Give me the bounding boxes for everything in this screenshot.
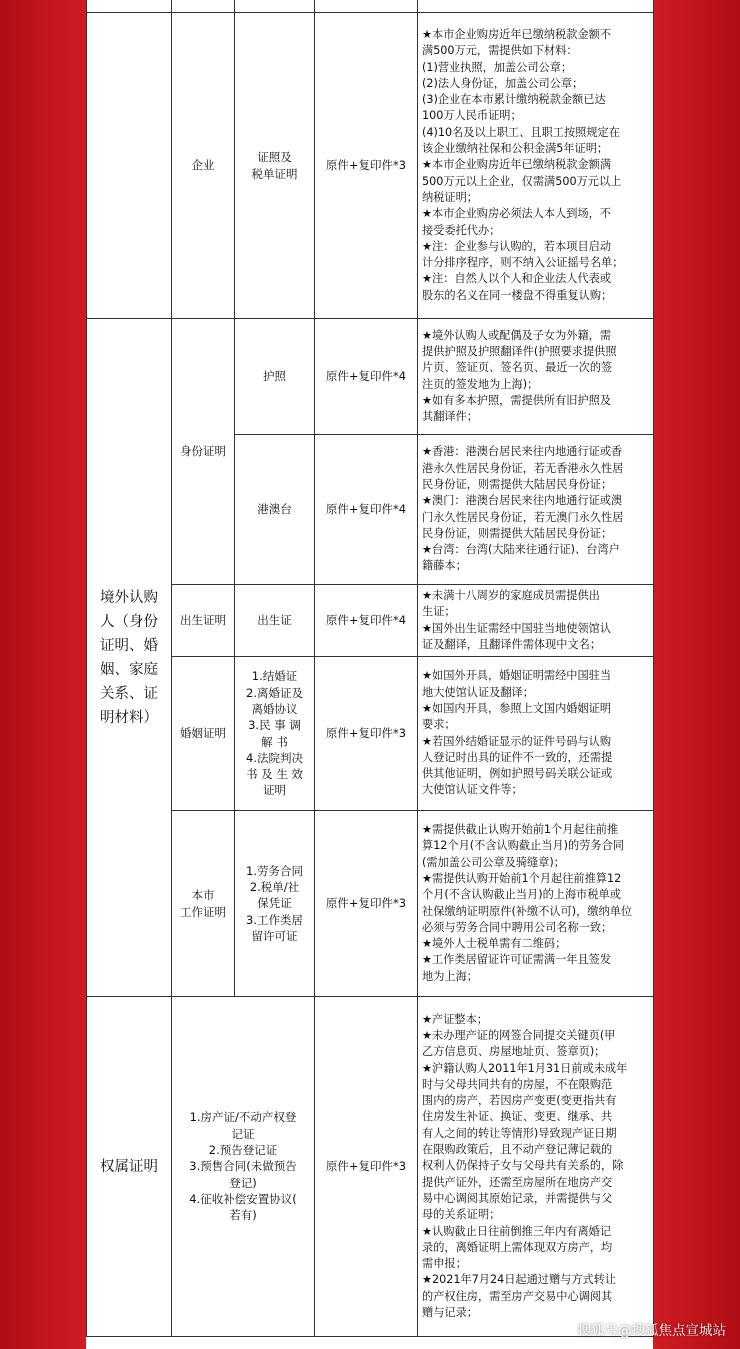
cell-line: 姻、家庭 bbox=[100, 661, 158, 678]
item-cell bbox=[235, 811, 315, 997]
cell-line: 境外认购 bbox=[100, 589, 158, 606]
cell-line: 门永久性居民身份证，若无澳门永久性居 bbox=[422, 510, 624, 524]
cell-line: ★工作类居留证许可证需满一年且签发 bbox=[422, 953, 612, 967]
cell-line: 1.劳务合同 bbox=[246, 863, 303, 878]
cell-line: ★如有多本护照，需提供所有旧护照及 bbox=[422, 393, 612, 407]
cell-line: 易中心调阅其原始记录，并需提供与父 bbox=[422, 1191, 613, 1205]
copies-cell: 原件+复印件*4 bbox=[315, 319, 418, 435]
cell-line: 人登记时出具的证件不一致的，还需提 bbox=[422, 750, 613, 764]
cell-line: 要求； bbox=[422, 718, 456, 732]
cell-line: 围内的房产，若因房产变更(变更指共有 bbox=[422, 1094, 617, 1108]
cell-line: ★境外认购人或配偶及子女为外籍，需 bbox=[422, 328, 612, 342]
left-red-margin bbox=[0, 0, 86, 1349]
category-cell bbox=[87, 13, 172, 319]
cell-line: 关系、证 bbox=[100, 685, 158, 702]
table-row bbox=[87, 811, 654, 997]
notes-cell bbox=[418, 435, 654, 585]
notes-cell bbox=[418, 997, 654, 1337]
cell-line: ★需提供截止认购开始前1个月起往前推 bbox=[422, 823, 619, 837]
subcategory-cell bbox=[172, 811, 235, 997]
cell-line: (4)10名及以上职工、且职工按照规定在 bbox=[422, 125, 620, 139]
cell-line: ★境外人士税单需有二维码； bbox=[422, 937, 567, 951]
copies-cell: 原件+复印件*4 bbox=[315, 585, 418, 657]
cell-line: 护照 bbox=[263, 369, 286, 384]
cell-line: ★如国内开具，参照上文国内婚姻证明 bbox=[422, 701, 612, 715]
cell-line: 2.离婚证及 bbox=[246, 685, 303, 700]
item-cell bbox=[235, 585, 315, 657]
cell-line: 个月(不含认购截止当月)的上海市税单或 bbox=[422, 888, 621, 902]
table-row bbox=[87, 13, 654, 319]
cell-line: 计分排序程序，则不纳入公证摇号名单； bbox=[422, 256, 624, 270]
notes-cell bbox=[418, 585, 654, 657]
subcategory-cell bbox=[172, 997, 315, 1337]
cell-line: 解 书 bbox=[261, 734, 288, 749]
cell-line: 1.房产证/不动产权登 bbox=[189, 1110, 297, 1125]
cell-line: 权利人仍保持子女与父母共有关系的，除 bbox=[422, 1159, 624, 1173]
cell-line: 片页、签证页、签名页、最近一次的签 bbox=[422, 361, 613, 375]
cell-line: ★2021年7月24日起通过赠与方式转让 bbox=[422, 1273, 617, 1287]
cell-line: ★认购截止日往前倒推三年内有离婚记 bbox=[422, 1224, 612, 1238]
cell-line: 记证 bbox=[231, 1126, 255, 1141]
cell-line: ★未满十八周岁的家庭成员需提供出 bbox=[422, 588, 600, 602]
cell-line: 证明、婚 bbox=[100, 637, 158, 654]
cell-line: 若有) bbox=[229, 1208, 257, 1223]
category-cell bbox=[87, 997, 172, 1337]
cell-line: 工作证明 bbox=[180, 904, 226, 919]
item-cell bbox=[235, 13, 315, 319]
cell-line: 出生证明 bbox=[180, 613, 226, 628]
cell-line: 供其他证明，例如护照号码关联公证或 bbox=[422, 767, 613, 781]
notes-cell bbox=[418, 13, 654, 319]
subcategory-cell bbox=[172, 585, 235, 657]
cell-line: 大使馆认证文件等； bbox=[422, 783, 523, 797]
cell-line: 证照及 bbox=[257, 150, 292, 165]
cell-line: 证及翻译，且翻译件需体现中文名； bbox=[422, 637, 602, 651]
subcategory-cell bbox=[172, 657, 235, 811]
cell-line: ★澳门：港澳台居民来往内地通行证或澳 bbox=[422, 494, 623, 508]
cell-line: ★若国外结婚证显示的证件号码与认购 bbox=[422, 734, 612, 748]
cell-line: ★本市企业购房必须法人本人到场，不 bbox=[422, 207, 612, 221]
cell-line: ★本市企业购房近年已缴纳税款金额不 bbox=[422, 27, 612, 41]
cell-line: 提供护照及护照翻译件(护照要求提供照 bbox=[422, 344, 617, 358]
cell-line: 母的关系证明； bbox=[422, 1208, 501, 1222]
notes-cell bbox=[418, 319, 654, 435]
cell-line: 登记) bbox=[229, 1175, 257, 1190]
cell-line: 生证； bbox=[422, 605, 456, 619]
cell-line: 赠与记录； bbox=[422, 1306, 478, 1320]
cell-line: 籍藤本； bbox=[422, 559, 467, 573]
cell-line: ★本市企业购房近年已缴纳税款金额满 bbox=[422, 158, 612, 172]
cell-line: 的产权住房，需至房产交易中心调阅其 bbox=[422, 1289, 613, 1303]
cell-line: 纳税证明； bbox=[422, 190, 478, 204]
cell-line: 乙方信息页、房屋地址页、签章页)； bbox=[422, 1045, 606, 1059]
cell-line: 税单证明 bbox=[251, 166, 298, 181]
cell-line: 2.税单/社 bbox=[249, 880, 300, 895]
cell-line: 500万元以上企业，仅需满500万元以上 bbox=[422, 174, 622, 188]
cell-line: 该企业缴纳社保和公积金满5年证明； bbox=[422, 142, 609, 156]
table-row bbox=[87, 0, 654, 13]
cell-line: 留许可证 bbox=[251, 928, 298, 943]
right-red-margin bbox=[653, 0, 740, 1349]
cell-line: 企业 bbox=[191, 158, 215, 173]
cell-line: 明材料） bbox=[100, 709, 158, 726]
copies-cell: 原件+复印件*3 bbox=[315, 997, 418, 1337]
cell-line: 需申报； bbox=[422, 1257, 467, 1271]
subcategory-cell bbox=[172, 319, 235, 585]
cell-line: 时与父母共同共有的房屋，不在限购范 bbox=[422, 1077, 613, 1091]
cell-line: 股东的名义在同一楼盘不得重复认购； bbox=[422, 288, 613, 302]
cell-line: 港澳台 bbox=[257, 502, 292, 517]
cell-line: 地大使馆认证及翻译； bbox=[422, 685, 534, 699]
cell-line: 有人之间的转让等情形)导致现产证日期 bbox=[422, 1126, 617, 1140]
copies-cell: 原件+复印件*3 bbox=[315, 657, 418, 811]
cell-line: 3.预售合同(未做预告 bbox=[189, 1159, 297, 1174]
cell-line: ★如国外开具，婚姻证明需经中国驻当 bbox=[422, 669, 612, 683]
notes-cell bbox=[418, 657, 654, 811]
table-row bbox=[87, 657, 654, 811]
table-row bbox=[87, 319, 654, 435]
item-cell bbox=[235, 319, 315, 435]
table-row bbox=[87, 585, 654, 657]
cell-line: ★香港：港澳台居民来往内地通行证或香 bbox=[422, 445, 623, 459]
cell-line: 在限购政策后，且不动产登记薄记载的 bbox=[422, 1143, 613, 1157]
notes-cell bbox=[418, 811, 654, 997]
cell-line: 100万人民币证明； bbox=[422, 109, 522, 123]
cell-line: 录的，离婚证明上需体现双方房产，均 bbox=[422, 1240, 613, 1254]
cell-line: 接受委托代办； bbox=[422, 223, 501, 237]
table-row bbox=[87, 997, 654, 1337]
cell-line: 必须与劳务合同中聘用公司名称一致； bbox=[422, 920, 613, 934]
cell-line: 3.民 事 调 bbox=[248, 718, 301, 733]
cell-line: ★产证整本； bbox=[422, 1012, 488, 1026]
cell-line: 4.法院判决 bbox=[246, 750, 303, 765]
copies-cell: 原件+复印件*3 bbox=[315, 811, 418, 997]
item-cell bbox=[235, 657, 315, 811]
cell-line: 3.工作类居 bbox=[246, 912, 303, 927]
cell-line: 港永久性居民身份证，若无香港永久性居 bbox=[422, 461, 624, 475]
cell-line: 保凭证 bbox=[257, 896, 292, 911]
cell-line: 离婚协议 bbox=[251, 701, 298, 716]
cell-line: 提供产证外，还需至房屋所在地房产交 bbox=[422, 1175, 613, 1189]
cell-line: 本市 bbox=[191, 888, 215, 903]
watermark: 搜狐号@搜狐焦点宣城站 bbox=[577, 1323, 726, 1339]
cell-line: 身份证明 bbox=[180, 444, 226, 459]
category-cell bbox=[87, 319, 172, 997]
item-cell bbox=[235, 435, 315, 585]
cell-line: 满500万元，需提供如下材料： bbox=[422, 44, 578, 58]
cell-line: 民身份证，则需提供大陆居民身份证； bbox=[422, 526, 613, 540]
subcategory-cell bbox=[172, 13, 235, 319]
cell-line: (1)营业执照，加盖公司公章； bbox=[422, 60, 573, 74]
document-sheet bbox=[86, 0, 653, 1349]
cell-line: 婚姻证明 bbox=[180, 726, 226, 741]
cell-line: ★未办理产证的网签合同提交关键页(甲 bbox=[422, 1028, 616, 1042]
cell-line: ★需提供认购开始前1个月起往前推算12 bbox=[422, 871, 622, 885]
cell-line: (需加盖公司公章及骑缝章)； bbox=[422, 855, 565, 869]
cell-line: 书 及 生 效 bbox=[246, 767, 303, 782]
cell-line: 证明 bbox=[263, 783, 286, 798]
cell-line: 社保缴纳证明原件(补缴不认可)，缴纳单位 bbox=[422, 904, 633, 918]
cell-line: ★注：企业参与认购的，若本项目启动 bbox=[422, 239, 612, 253]
cell-line: 人（身份 bbox=[100, 613, 158, 630]
cell-line: (2)法人身份证，加盖公司公章； bbox=[422, 76, 584, 90]
cell-line: ★注：自然人以个人和企业法人代表或 bbox=[422, 272, 612, 286]
copies-cell: 原件+复印件*4 bbox=[315, 435, 418, 585]
cell-line: 权属证明 bbox=[100, 1158, 158, 1175]
cell-line: 地为上海； bbox=[422, 969, 478, 983]
materials-table bbox=[86, 0, 654, 1337]
cell-line: 算12个月(不含认购截止当月)的劳务合同 bbox=[422, 839, 624, 853]
cell-line: ★台湾：台湾(大陆来往通行证)、台湾户 bbox=[422, 543, 620, 557]
cell-line: 注页的签发地为上海)； bbox=[422, 377, 539, 391]
cell-line: 民身份证，则需提供大陆居民身份证； bbox=[422, 477, 613, 491]
cell-line: 其翻译件； bbox=[422, 410, 478, 424]
cell-line: 出生证 bbox=[257, 613, 292, 628]
cell-line: ★沪籍认购人2011年1月31日前或未成年 bbox=[422, 1061, 628, 1075]
cell-line: 2.预告登记证 bbox=[208, 1143, 278, 1158]
copies-cell: 原件+复印件*3 bbox=[315, 13, 418, 319]
cell-line: 住房发生补证、换证、变更、继承、共 bbox=[422, 1110, 613, 1124]
cell-line: 4.征收补偿安置协议( bbox=[189, 1191, 297, 1206]
cell-line: 1.结婚证 bbox=[251, 669, 298, 684]
cell-line: ★国外出生证需经中国驻当地使领馆认 bbox=[422, 621, 612, 635]
cell-line: (3)企业在本市累计缴纳税款金额已达 bbox=[422, 93, 606, 107]
